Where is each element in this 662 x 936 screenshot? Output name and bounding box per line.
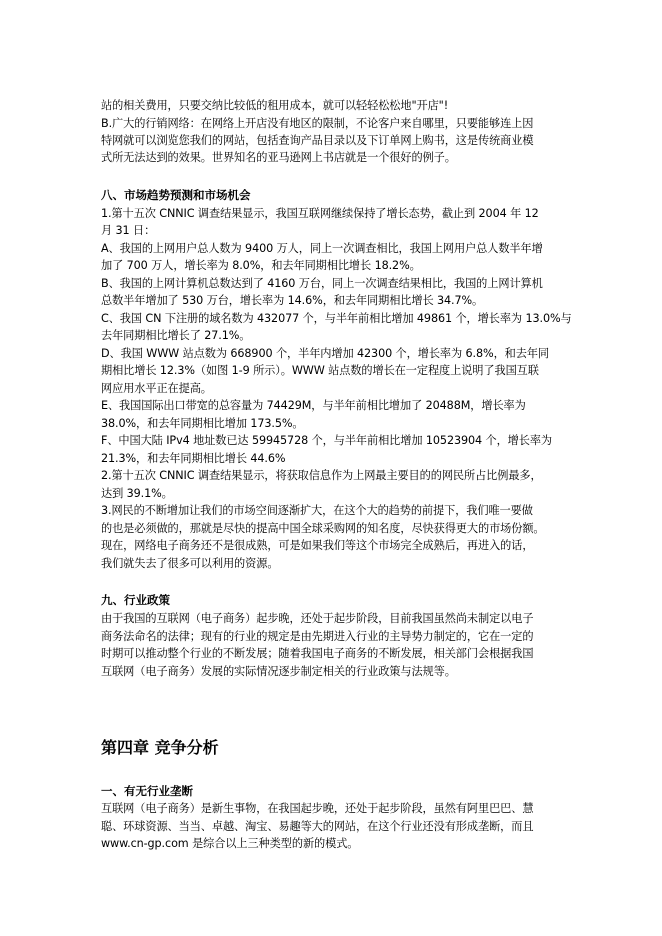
paragraph-line: 21.3%，和去年同期相比增长 44.6% (101, 452, 286, 465)
intro-line: 式所无法达到的效果。世界知名的亚马逊网上书店就是一个很好的例子。 (101, 151, 456, 164)
section-heading-market-trends: 八、市场趋势预测和市场机会 (101, 188, 251, 202)
section-heading-industry-policy: 九、行业政策 (101, 593, 170, 607)
paragraph-line: 2.第十五次 CNNIC 调查结果显示，将获取信息作为上网最主要目的的网民所占比例最多， (101, 469, 542, 482)
paragraph-line: C、我国 CN 下注册的域名数为 432077 个，与半年前相比增加 49861 个，增长率为 13.0%与 (101, 312, 572, 325)
paragraph-line: 的也是必须做的，那就是尽快的提高中国全球采购网的知名度，尽快获得更大的市场份额。 (101, 522, 545, 535)
paragraph-line: 3.网民的不断增加让我们的市场空间逐渐扩大，在这个大的趋势的前提下，我们唯一要做 (101, 504, 533, 517)
paragraph-line: 网应用水平正在提高。 (101, 382, 212, 395)
paragraph-line: 38.0%，和去年同期相比增加 173.5%。 (101, 417, 304, 430)
paragraph-line: B、我国的上网计算机总数达到了 4160 万台，同上一次调查结果相比，我国的上网计算机 (101, 277, 543, 290)
section-heading-monopoly: 一、有无行业垄断 (101, 784, 193, 798)
paragraph-line: 现在，网络电子商务还不是很成熟，可是如果我们等这个市场完全成熟后，再进入的话， (101, 539, 534, 552)
paragraph-line: 聪、环球资源、当当、卓越、淘宝、易趣等大的网站，在这个行业还没有形成垄断，而且 (101, 820, 534, 833)
paragraph-line: 时期可以推动整个行业的不断发展；随着我国电子商务的不断发展，相关部门会根据我国 (101, 647, 534, 660)
intro-line: B.广大的行销网络：在网络上开店没有地区的限制，不论客户来自哪里，只要能够连上因 (101, 117, 534, 130)
paragraph-line: 达到 39.1%。 (101, 487, 173, 500)
paragraph-line: www.cn-gp.com 是综合以上三种类型的新的模式。 (101, 837, 359, 850)
paragraph-line: D、我国 WWW 站点数为 668900 个，半年内增加 42300 个，增长率为 6.8%，和去年同 (101, 347, 550, 360)
paragraph-line: 总数半年增加了 530 万台，增长率为 14.6%，和去年同期相比增长 34.7%。 (101, 294, 484, 307)
chapter-title: 第四章 竞争分析 (101, 738, 219, 757)
paragraph-line: 期相比增长 12.3%（如图 1-9 所示）。WWW 站点数的增长在一定程度上说明了我国互联 (101, 364, 539, 377)
paragraph-line: 由于我国的互联网（电子商务）起步晚，还处于起步阶段，目前我国虽然尚未制定以电子 (101, 612, 534, 625)
paragraph-line: 商务法命名的法律；现有的行业的规定是由先期进入行业的主导势力制定的，它在一定的 (101, 630, 534, 643)
intro-line: 特网就可以浏览您我们的网站，包括查询产品目录以及下订单网上购书，这是传统商业模 (101, 134, 534, 147)
intro-line: 站的相关费用，只要交纳比较低的租用成本，就可以轻轻松松地"开店"! (101, 99, 449, 112)
paragraph-line: 我们就失去了很多可以利用的资源。 (101, 557, 279, 570)
paragraph-line: E、我国国际出口带宽的总容量为 74429M，与半年前相比增加了 20488M，增长率为 (101, 399, 526, 412)
paragraph-line: 1.第十五次 CNNIC 调查结果显示，我国互联网继续保持了增长态势，截止到 2004 年 12 (101, 207, 539, 220)
paragraph-line: 去年同期相比增长了 27.1%。 (101, 329, 251, 342)
paragraph-line: 月 31 日： (101, 224, 156, 237)
paragraph-line: 互联网（电子商务）发展的实际情况逐步制定相关的行业政策与法规等。 (101, 665, 456, 678)
paragraph-line: 互联网（电子商务）是新生事物，在我国起步晚，还处于起步阶段，虽然有阿里巴巴、慧 (101, 802, 534, 815)
paragraph-line: A、我国的上网用户总人数为 9400 万人，同上一次调查相比，我国上网用户总人数半年增 (101, 242, 543, 255)
paragraph-line: 加了 700 万人，增长率为 8.0%，和去年同期相比增长 18.2%。 (101, 259, 421, 272)
paragraph-line: F、中国大陆 IPv4 地址数已达 59945728 个，与半年前相比增加 10523904 个，增长率为 (101, 434, 553, 447)
